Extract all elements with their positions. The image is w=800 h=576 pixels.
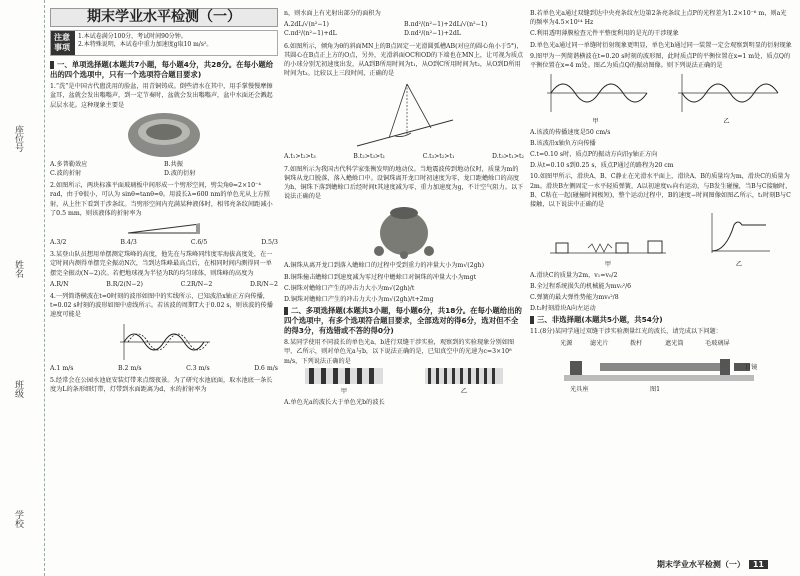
figure-label: 乙 <box>723 118 730 126</box>
question-6: 6.如图所示，倾角为θ的斜面MN上的B点固定一光滑圆弧槽AB(对应的圆心角小于5°)，其圆心在B点正上方的O点，另外，光滑斜面OC和OD的下端也在MN上，让可视为质点的小球分别无初速度出发，从A到B所用时间为t₁，从O到C所用时间为t₂，从O到D所用时间为t₃。比较以上三段时间，正确的是 <box>284 42 524 78</box>
option[interactable]: C.波的折射 <box>50 170 82 178</box>
option[interactable]: C.弹簧的最大弹性势能为mv₀²/8 <box>530 294 619 302</box>
binding-margin <box>0 0 45 576</box>
option[interactable]: B.若单色光a通过双缝到达中央亮条纹左边第2条亮条纹上点P的光程差为1.2×10⁻⁶ m，则a光的频率为4.5×10¹⁴ Hz <box>530 10 787 27</box>
option[interactable]: B.4/3 <box>120 239 137 247</box>
option[interactable]: B.该波沿x轴负方向传播 <box>530 139 596 147</box>
column-3 <box>530 8 792 397</box>
notice-item: 1.本试卷满分100分，考试时间90分钟。 <box>78 33 187 41</box>
vibration-graph <box>672 72 782 114</box>
page-number: 11 <box>749 560 768 569</box>
option[interactable]: A.多普勒效应 <box>50 160 88 168</box>
name-label: 姓名 <box>13 260 23 278</box>
question-7: 7.如图所示为我国古代科学家张衡发明的地动仪。当地震波传到地动仪时，质量为m的铜珠从龙口脱落，落入蟾蜍口中。设铜珠离开龙口时初速度为零，龙口距蟾蜍口的高度为h，铜珠下落到蟾蜍口后经时间t其速度减为零，重力加速度为g，不计空气阻力。以下说法正确的是 <box>284 165 524 201</box>
label-eyepiece: 目镜 <box>745 363 758 371</box>
question-8: 8.某同学使用不同波长的单色光a、b进行双缝干涉实验，观察到的实验现象分别如图甲、乙所示，则对单色光a与b，以下说法正确的是，已知真空中的光速为c=3×10⁸ m/s，下列说法正确的是 <box>284 339 515 365</box>
figure-label: 甲 <box>592 118 599 126</box>
bronze-basin-photo <box>127 112 201 158</box>
question-10: 10.如图甲所示，滑块A、B、C静止在光滑水平面上，滑块A、B的质量均为m，滑块C的质量为2m。滑块B左侧固定一水平轻质弹簧，A以初速度v₀向右运动，与B发生碰撞，当B与C接触时，B、C粘在一起(碰撞时间极短)，整个运动过程中，B的速度−时间图像如图乙所示，t₁时刻B与C接触，以下说法中正确的是 <box>530 173 792 209</box>
wave-figure <box>114 322 214 362</box>
option[interactable]: D.波的衍射 <box>164 170 196 178</box>
option[interactable]: B.2 m/s <box>118 364 142 372</box>
option[interactable]: A.1 m/s <box>50 364 74 372</box>
velocity-time-graph <box>704 211 774 257</box>
label-light-source: 光源 <box>560 339 573 347</box>
option[interactable]: A.3/2 <box>50 239 67 247</box>
option[interactable]: D.单色光a通过同一单缝时衍射现象更明显，单色光b通过同一装置一定会观察到明显的衍射现象 <box>530 41 792 49</box>
section-3-title: 三、非选择题(本题共5小题，共54分) <box>530 315 792 325</box>
option[interactable]: A.铜珠从离开龙口到落入蟾蜍口的过程中受到重力的冲量大小为m√(2gh) <box>284 262 485 270</box>
question-6-options <box>284 152 524 161</box>
question-4-options <box>50 364 278 373</box>
page-title: 期末学业水平检测（一） <box>50 8 278 27</box>
option[interactable]: B.全过程系统损失的机械能为mv₀²/6 <box>530 282 632 290</box>
fringe-pattern-b <box>425 368 503 384</box>
option[interactable]: D.R/N−2 <box>249 280 278 288</box>
option[interactable]: B.R/2(N−2) <box>106 280 143 288</box>
option[interactable]: A.单色光a的波长大于单色光b的波长 <box>284 399 385 407</box>
option[interactable]: C.t₃>t₂>t₁ <box>422 153 455 161</box>
footer-title: 期末学业水平检测（一） <box>656 560 745 569</box>
class-label: 班级 <box>13 380 23 398</box>
label-optical-bench: 光具座 <box>570 385 589 393</box>
incline-figure <box>349 80 459 150</box>
label-light-tube: 遮光筒 <box>665 339 684 347</box>
question-5: 5.经常会在公园水池底安装灯带来点缀夜景。为了研究水池底面，取水池底一条长度为L的条形细灯带，灯带到水面距离为d，水的折射率为 <box>50 376 273 394</box>
option[interactable]: D.从t=0.10 s到0.25 s，质点P通过的路程为20 cm <box>530 162 674 170</box>
option[interactable]: D.6 m/s <box>254 364 278 372</box>
column-1 <box>50 8 278 396</box>
option[interactable]: B.铜珠撞击蟾蜍口到速度减为零过程中蟾蜍口对铜珠的冲量大小为mgt <box>284 273 477 281</box>
question-5-continued: n，则水面上有光射出部分的面积为 <box>284 10 381 17</box>
blocks-spring-figure <box>548 233 668 257</box>
figure-label: 乙 <box>735 261 743 269</box>
figure-caption: 图1 <box>650 385 661 393</box>
option[interactable]: D.5/3 <box>261 239 278 247</box>
section-1-title: 一、单项选择题(本题共7小题，每小题4分，共28分。在每小题给出的四个选项中，只有一个选项符合题目要求) <box>50 60 274 80</box>
label-screen: 毛玻璃屏 <box>705 339 730 347</box>
option[interactable]: C.6/5 <box>190 239 208 247</box>
school-label: 学校 <box>13 510 23 528</box>
label-filter: 滤光片 <box>590 339 609 347</box>
option[interactable]: D.t₂时刻滑块A向左运动 <box>530 305 596 313</box>
option[interactable]: B.πd²/(n²−1)+2dL/√(n²−1) <box>404 21 488 29</box>
question-9: 9.图甲为一列简谐横波在t=0.20 s时刻的波形图，此时质点P的平衡位置在x=1 m处，质点Q的平衡位置在x=4 m处。图乙为质点Q的振动图像。则下列说法正确的是 <box>530 52 791 70</box>
option[interactable]: A.t₁>t₂>t₃ <box>284 153 316 161</box>
option[interactable]: C.铜珠对蟾蜍口产生的冲击力大小为m√(2gh)/t <box>284 284 415 292</box>
option[interactable]: C.πd²/(n²−1)+dL <box>284 30 337 38</box>
notice-item: 2.本特殊说明，本试卷中重力加速度g取10 m/s²。 <box>78 41 213 49</box>
question-11: 11.(8分)某同学通过双缝干涉实验测量红光的波长，请完成以下问题： <box>530 328 722 336</box>
seismoscope-figure <box>369 203 439 259</box>
question-5-options <box>284 20 524 38</box>
option[interactable]: C.3 m/s <box>186 364 210 372</box>
question-4: 4.一列简谐横波在t=0时刻的波形如图中的实线所示，已知波沿x轴正方向传播，t=0.02 s时刻的波形如图中虚线所示。若该波的周期T大于0.02 s，则该波的传播速度可能是 <box>50 293 273 319</box>
option[interactable]: D.铜珠对蟾蜍口产生的冲击力大小为m√(2gh)/t+2mg <box>284 296 434 304</box>
apparatus-figure <box>530 339 792 397</box>
question-3-options <box>50 280 278 289</box>
page-footer <box>657 559 768 570</box>
option[interactable]: C.利用透明薄膜检查元件平整度利用的是光的干涉现象 <box>530 30 679 38</box>
option[interactable]: B.t₂>t₃>t₁ <box>353 153 386 161</box>
option[interactable]: C.t=0.10 s时，质点P的振动方向沿y轴正方向 <box>530 151 658 159</box>
column-2 <box>284 8 524 409</box>
option[interactable]: A.2dL/√(n²−1) <box>284 21 329 29</box>
section-2-title: 二、多项选择题(本题共3小题，每小题6分，共18分。在每小题给出的四个选项中，有多个选项符合题目要求，全部选对的得6分，选对但不全的得3分，有选错或不答的得0分) <box>284 306 522 336</box>
question-2-options <box>50 238 278 247</box>
option[interactable]: D.t₃>t₁>t₂ <box>492 153 524 161</box>
wedge-figure <box>124 220 204 236</box>
notice-box <box>50 30 278 56</box>
question-2: 2.如图所示，两块标准平面玻璃板中间形成一个劈形空间，劈尖角θ=2×10⁻⁴ rad，由于θ很小，可认为 sinθ≈tanθ≈θ。用波长λ=600 nm的单色光从上方照射，从上往下看到干涉条纹。当劈形空间内充满某种液体时，相邻亮条纹间距减小了0.5 mm，则该液体的折射率为 <box>50 182 273 217</box>
notice-label: 注意事项 <box>51 31 75 55</box>
seat-number-label: 座位号 <box>13 125 23 152</box>
figure-label: 甲 <box>604 261 612 269</box>
option[interactable]: A.该波的传播速度是50 cm/s <box>530 128 611 136</box>
question-1: 1.“洗”是中国古代盥洗用的脸盆，用青铜铸成。倒些清水在其中，用手掌慢慢摩擦盆耳，盆就会发出嗡嗡声，到一定节奏时，盆就会发出嗡嗡声，盆中水面还会溅起层层水花。这种现象主要是 <box>50 83 273 109</box>
fringe-pattern-a <box>305 368 383 384</box>
option[interactable]: B.共振 <box>164 160 183 168</box>
option[interactable]: A.R/N <box>50 280 69 288</box>
label-lever: 拨杆 <box>630 339 643 347</box>
option[interactable]: A.滑块C的质量为2m，v₁=v₀/2 <box>530 271 618 279</box>
question-1-options <box>50 160 278 178</box>
option[interactable]: C.2R/N−2 <box>180 280 213 288</box>
figure-label: 甲 <box>340 388 348 396</box>
wave-graph <box>541 72 651 114</box>
figure-label: 乙 <box>460 388 468 396</box>
option[interactable]: D.πd²/(n²−1)+2dL <box>404 30 461 38</box>
question-3: 3.某登山队员想用单摆测定珠峰的高度，他先在与珠峰同纬度零海拔高度处，在一定时间内测得单摆完全振动N次，当到达珠峰最高点后，在相同时间内测得同一单摆完全振动(N−2)次。若把地球视为半径为R的均匀球体，则珠峰的高度为 <box>50 251 273 277</box>
